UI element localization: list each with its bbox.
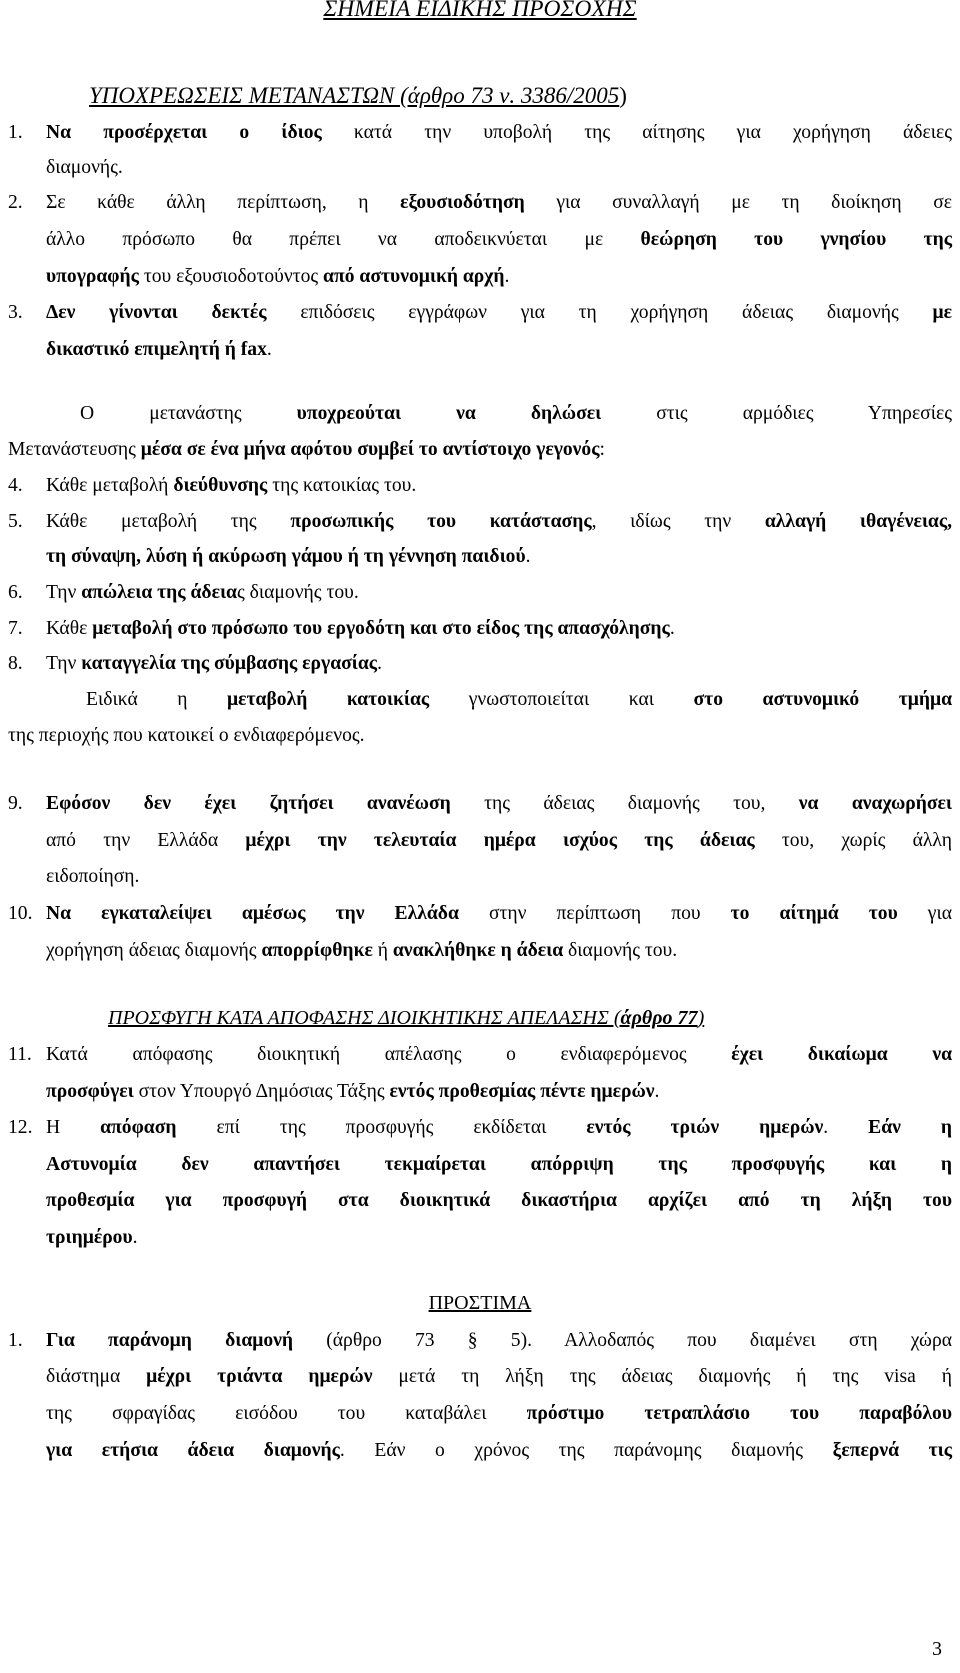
section-heading-appeal: ΠΡΟΣΦΥΓΗ ΚΑΤΑ ΑΠΟΦΑΣΗΣ ΔΙΟΙΚΗΤΙΚΗΣ ΑΠΕΛΑΣΗΣ (άρθρο 77)	[108, 1007, 705, 1029]
section-heading-fines: ΠΡΟΣΤΙΜΑ	[428, 1292, 532, 1314]
page-number: 3	[932, 1638, 942, 1660]
document-title	[0, 0, 960, 27]
section-heading-obligations: ΥΠΟΧΡΕΩΣΕΙΣ ΜΕΤΑΝΑΣΤΩΝ (άρθρο 73 ν. 3386/2005)	[89, 83, 627, 108]
document-page: ΣΗΜΕΙΑ ΕΙΔΙΚΗΣ ΠΡΟΣΟΧΗΣ ΥΠΟΧΡΕΩΣΕΙΣ ΜΕΤΑΝΑΣΤΩΝ (άρθρο 73 ν. 3386/2005) 1. Να προσέρχεται ο ίδιος κατά την υποβολή της αίτησης για χορήγηση άδειες διαμονής. 2. Σε κάθε άλλη περίπτωση, η εξουσιοδότηση για συναλλαγή με τη διοίκηση σε άλλο πρόσωπο θα πρέπει να αποδεικνύεται με θεώρηση του γνησίου της υπογραφής του εξουσιοδοτούντος από αστυνομική αρχή. 3. Δεν γίνονται δεκτές επιδόσεις εγγράφων για τη χορήγηση άδειας διαμονής με δικαστικό επιμελητή ή fax. Ο μετανάστης υποχρεούται να δηλώσει στις αρμόδιες Υπηρεσίες Μετανάστευσης μέσα σε ένα μήνα αφότου συμβεί το αντίστοιχο γεγονός: 4. Κάθε μεταβολή διεύθυνσης της κατοικίας του. 5. Κάθε μεταβολή της προσωπικής του κατάστασης, ιδίως την αλλαγή ιθαγένειας, τη σύναψη, λύση ή ακύρωση γάμου ή τη γέννηση παιδιού. 6. Την απώλεια της άδειας διαμονής του. 7. Κάθε μεταβολή στο πρόσωπο του εργοδότη και στο είδος της απασχόλησης. 8. Την καταγγελία της σύμβασης εργασίας. Ειδικά η μεταβολή κατοικίας γνωστοποιείται και στο αστυνομικό τμήμα της περιοχής που κατοικεί ο ενδιαφερόμενος. 9. Εφόσον δεν έχει ζητήσει ανανέωση της άδειας διαμονής του, να αναχωρήσει από την Ελλάδα μέχρι την τελευταία ημέρα ισχύος της άδειας του, χωρίς άλλη ειδοποίηση. 10. Να εγκαταλείψει αμέσως την Ελλάδα στην περίπτωση που το αίτημά του για χορήγηση άδειας διαμονής απορρίφθηκε ή ανακλήθηκε η άδεια διαμονής του. ΠΡΟΣΦΥΓΗ ΚΑΤΑ ΑΠΟΦΑΣΗΣ ΔΙΟΙΚΗΤΙΚΗΣ ΑΠΕΛΑΣΗΣ (άρθρο 77) 11. Κατά απόφασης διοικητική απέλασης ο ενδιαφερόμενος έχει δικαίωμα να προσφύγει στον Υπουργό Δημόσιας Τάξης εντός προθεσμίας πέντε ημερών. 12. Η απόφαση επί της προσφυγής εκδίδεται εντός τριών ημερών. Εάν η Αστυνομία δεν απαντήσει τεκμαίρεται απόρριψη της προσφυγής και η προθεσμία για προσφυγή στα διοικητικά δικαστήρια αρχίζει από τη λήξη του τριημέρου. ΠΡΟΣΤΙΜΑ 1. Για παράνομη διαμονή (άρθρο 73 § 5). Αλλοδαπός που διαμένει στη χώρα διάστημα μέχρι τριάντα ημερών μετά τη λήξη της άδειας διαμονής ή της visa ή της σφραγίδας εισόδου του καταβάλει πρόστιμο τετραπλάσιο του παραβόλου για ετήσια άδεια διαμονής. Εάν ο χρόνος της παράνομης διαμονής ξεπερνά τις 3	[0, 0, 960, 1673]
title-text: ΣΗΜΕΙΑ ΕΙΔΙΚΗΣ ΠΡΟΣΟΧΗΣ	[323, 0, 637, 22]
